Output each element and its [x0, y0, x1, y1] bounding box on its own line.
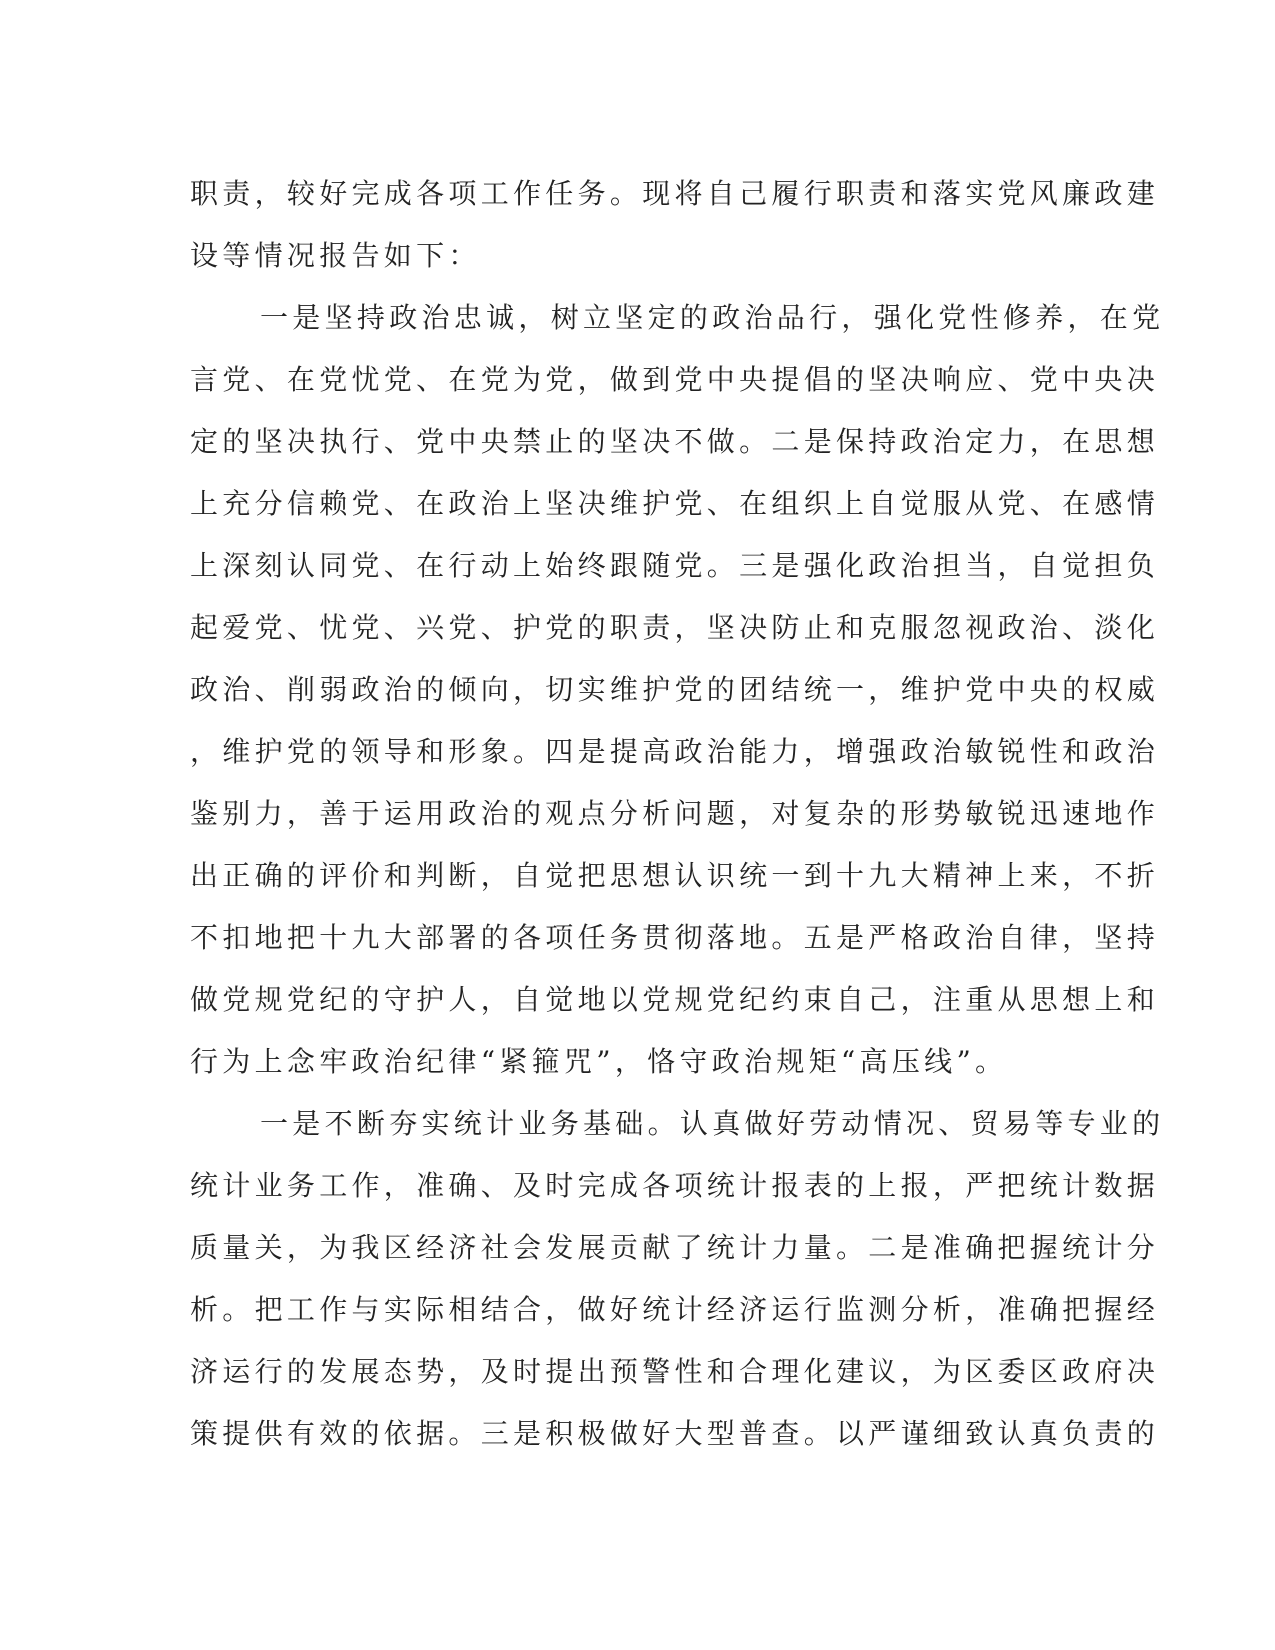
text-line: 出正确的评价和判断，自觉把思想认识统一到十九大精神上来，不折 — [190, 859, 1160, 892]
text-line: 鉴别力，善于运用政治的观点分析问题，对复杂的形势敏锐迅速地作 — [190, 797, 1160, 830]
text-line: 定的坚决执行、党中央禁止的坚决不做。二是保持政治定力，在思想 — [190, 425, 1160, 458]
text-line: 言党、在党忧党、在党为党，做到党中央提倡的坚决响应、党中央决 — [190, 363, 1160, 396]
text-line: 政治、削弱政治的倾向，切实维护党的团结统一，维护党中央的权威 — [190, 673, 1160, 706]
paragraph-start-line: 一是不断夯实统计业务基础。认真做好劳动情况、贸易等专业的 — [260, 1107, 1165, 1140]
text-line: 统计业务工作，准确、及时完成各项统计报表的上报，严把统计数据 — [190, 1169, 1160, 1202]
text-line: 上充分信赖党、在政治上坚决维护党、在组织上自觉服从党、在感情 — [190, 487, 1160, 520]
text-line: 职责，较好完成各项工作任务。现将自己履行职责和落实党风廉政建 — [190, 177, 1160, 210]
text-line: 不扣地把十九大部署的各项任务贯彻落地。五是严格政治自律，坚持 — [190, 921, 1160, 954]
text-line: 设等情况报告如下： — [190, 239, 481, 272]
text-line: 上深刻认同党、在行动上始终跟随党。三是强化政治担当，自觉担负 — [190, 549, 1160, 582]
text-line: ，维护党的领导和形象。四是提高政治能力，增强政治敏锐性和政治 — [190, 735, 1160, 768]
text-line: 行为上念牢政治纪律“紧箍咒”，恪守政治规矩“高压线”。 — [190, 1045, 1008, 1078]
text-line: 质量关，为我区经济社会发展贡献了统计力量。二是准确把握统计分 — [190, 1231, 1160, 1264]
text-line: 策提供有效的依据。三是积极做好大型普查。以严谨细致认真负责的 — [190, 1417, 1160, 1450]
paragraph-start-line: 一是坚持政治忠诚，树立坚定的政治品行，强化党性修养，在党 — [260, 301, 1165, 334]
document-body — [190, 163, 1165, 1465]
text-line: 起爱党、忧党、兴党、护党的职责，坚决防止和克服忽视政治、淡化 — [190, 611, 1160, 644]
text-line: 析。把工作与实际相结合，做好统计经济运行监测分析，准确把握经 — [190, 1293, 1160, 1326]
text-line: 做党规党纪的守护人，自觉地以党规党纪约束自己，注重从思想上和 — [190, 983, 1160, 1016]
text-line: 济运行的发展态势，及时提出预警性和合理化建议，为区委区政府决 — [190, 1355, 1160, 1388]
